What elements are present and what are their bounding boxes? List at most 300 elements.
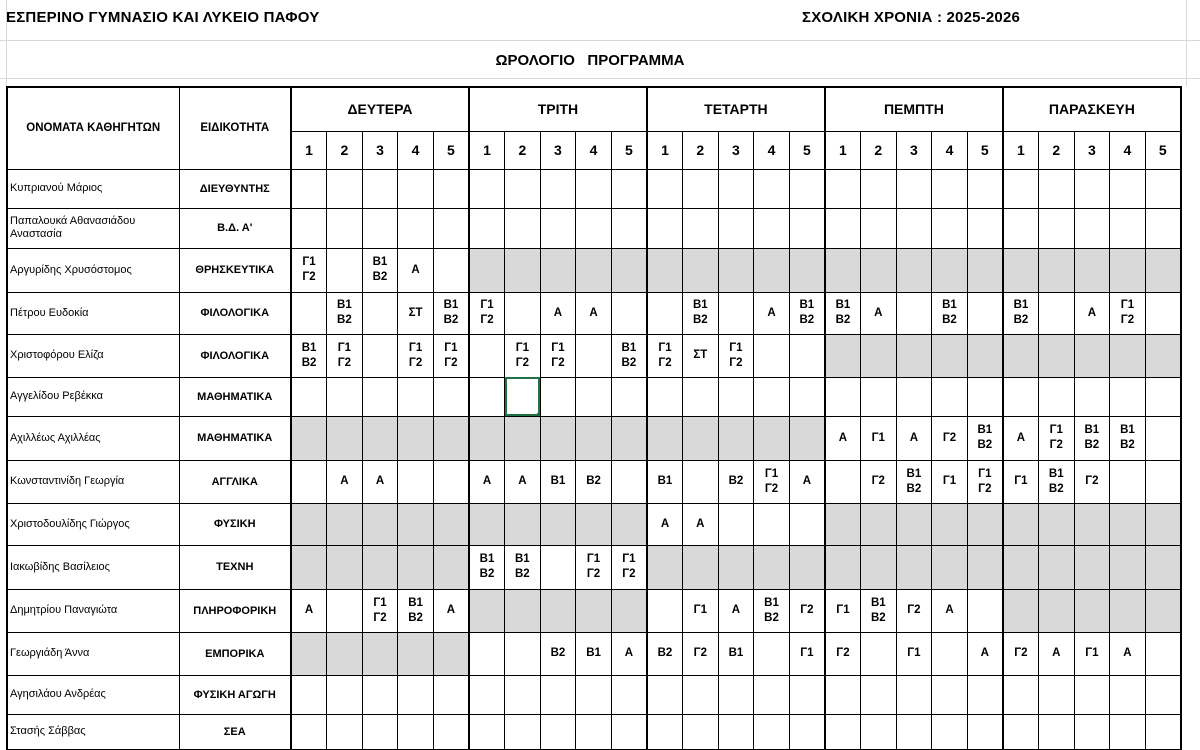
schedule-cell[interactable]: [398, 169, 434, 208]
schedule-cell[interactable]: Γ2: [1003, 632, 1039, 675]
schedule-cell[interactable]: [718, 675, 754, 714]
schedule-cell[interactable]: [433, 416, 469, 460]
schedule-cell[interactable]: [1038, 292, 1074, 334]
schedule-cell[interactable]: [1110, 377, 1146, 416]
schedule-cell[interactable]: [718, 503, 754, 545]
schedule-cell[interactable]: [1038, 248, 1074, 292]
teacher-name[interactable]: Χριστοδουλίδης Γιώργος: [7, 503, 179, 545]
schedule-cell[interactable]: [647, 377, 683, 416]
schedule-cell[interactable]: [932, 208, 968, 248]
schedule-cell[interactable]: [1145, 545, 1181, 589]
schedule-cell[interactable]: [1074, 545, 1110, 589]
schedule-cell[interactable]: [683, 169, 719, 208]
schedule-cell[interactable]: [291, 292, 327, 334]
schedule-cell[interactable]: [789, 675, 825, 714]
schedule-cell[interactable]: [469, 503, 505, 545]
schedule-cell[interactable]: [540, 714, 576, 749]
schedule-cell[interactable]: Β1: [540, 460, 576, 503]
schedule-cell[interactable]: [896, 248, 932, 292]
schedule-cell[interactable]: Γ2: [789, 589, 825, 632]
schedule-cell[interactable]: [825, 675, 861, 714]
schedule-cell[interactable]: [505, 248, 541, 292]
schedule-cell[interactable]: [540, 503, 576, 545]
schedule-cell[interactable]: Γ2: [932, 416, 968, 460]
schedule-cell[interactable]: [754, 632, 790, 675]
schedule-cell[interactable]: [611, 714, 647, 749]
schedule-cell[interactable]: [967, 169, 1003, 208]
teacher-name[interactable]: Αγγελίδου Ρεβέκκα: [7, 377, 179, 416]
schedule-cell[interactable]: Γ1 Γ2: [398, 334, 434, 377]
schedule-cell[interactable]: [362, 545, 398, 589]
schedule-cell[interactable]: [683, 248, 719, 292]
schedule-cell[interactable]: [291, 416, 327, 460]
schedule-cell[interactable]: [505, 675, 541, 714]
schedule-cell[interactable]: [754, 169, 790, 208]
schedule-cell[interactable]: [505, 632, 541, 675]
schedule-cell[interactable]: [1074, 377, 1110, 416]
teacher-specialty[interactable]: ΕΜΠΟΡΙΚΑ: [179, 632, 291, 675]
schedule-cell[interactable]: [825, 377, 861, 416]
schedule-cell[interactable]: Α: [1038, 632, 1074, 675]
schedule-cell[interactable]: [327, 169, 363, 208]
schedule-cell[interactable]: Α: [1074, 292, 1110, 334]
schedule-cell[interactable]: [291, 503, 327, 545]
schedule-cell[interactable]: [861, 503, 897, 545]
schedule-cell[interactable]: [611, 248, 647, 292]
schedule-cell[interactable]: [967, 248, 1003, 292]
schedule-cell[interactable]: Β2: [540, 632, 576, 675]
schedule-cell[interactable]: [505, 416, 541, 460]
schedule-cell[interactable]: Γ1 Γ2: [1110, 292, 1146, 334]
schedule-cell[interactable]: Α: [647, 503, 683, 545]
schedule-cell[interactable]: Β1 Β2: [433, 292, 469, 334]
schedule-cell[interactable]: Α: [896, 416, 932, 460]
schedule-cell[interactable]: [1003, 589, 1039, 632]
schedule-cell[interactable]: [896, 292, 932, 334]
schedule-cell[interactable]: [789, 545, 825, 589]
teacher-specialty[interactable]: ΦΥΣΙΚΗ: [179, 503, 291, 545]
schedule-cell[interactable]: [433, 248, 469, 292]
schedule-cell[interactable]: [967, 545, 1003, 589]
schedule-cell[interactable]: [647, 545, 683, 589]
schedule-cell[interactable]: [789, 334, 825, 377]
schedule-cell[interactable]: [1110, 169, 1146, 208]
schedule-cell[interactable]: [327, 675, 363, 714]
schedule-cell[interactable]: [327, 632, 363, 675]
schedule-cell[interactable]: [1145, 292, 1181, 334]
schedule-cell[interactable]: Α: [718, 589, 754, 632]
schedule-cell[interactable]: [611, 208, 647, 248]
schedule-cell[interactable]: Β1 Β2: [932, 292, 968, 334]
schedule-cell[interactable]: [505, 208, 541, 248]
schedule-cell[interactable]: Β1: [647, 460, 683, 503]
schedule-cell[interactable]: [433, 545, 469, 589]
schedule-cell[interactable]: [1038, 589, 1074, 632]
schedule-cell[interactable]: [1145, 208, 1181, 248]
schedule-cell[interactable]: [611, 169, 647, 208]
schedule-cell[interactable]: [362, 377, 398, 416]
schedule-cell[interactable]: [291, 460, 327, 503]
schedule-cell[interactable]: [647, 169, 683, 208]
schedule-cell[interactable]: Γ1 Γ2: [327, 334, 363, 377]
schedule-cell[interactable]: [1074, 169, 1110, 208]
schedule-cell[interactable]: [433, 714, 469, 749]
schedule-cell[interactable]: [1003, 248, 1039, 292]
schedule-cell[interactable]: [433, 632, 469, 675]
schedule-cell[interactable]: [789, 503, 825, 545]
schedule-cell[interactable]: [327, 248, 363, 292]
schedule-cell[interactable]: [896, 169, 932, 208]
schedule-cell[interactable]: [540, 377, 576, 416]
schedule-cell[interactable]: [327, 589, 363, 632]
schedule-cell[interactable]: [398, 632, 434, 675]
schedule-cell[interactable]: [932, 632, 968, 675]
schedule-cell[interactable]: [362, 292, 398, 334]
schedule-cell[interactable]: Γ1: [1003, 460, 1039, 503]
schedule-cell[interactable]: Γ1: [789, 632, 825, 675]
schedule-cell[interactable]: [576, 714, 612, 749]
schedule-cell[interactable]: [327, 714, 363, 749]
schedule-cell[interactable]: [754, 248, 790, 292]
schedule-cell[interactable]: [398, 416, 434, 460]
teacher-specialty[interactable]: ΑΓΓΛΙΚΑ: [179, 460, 291, 503]
schedule-cell[interactable]: [327, 416, 363, 460]
schedule-cell[interactable]: Β1 Β2: [896, 460, 932, 503]
schedule-cell[interactable]: [576, 503, 612, 545]
schedule-cell[interactable]: [647, 675, 683, 714]
schedule-cell[interactable]: [398, 377, 434, 416]
teacher-name[interactable]: Αχιλλέως Αχιλλέας: [7, 416, 179, 460]
schedule-cell[interactable]: Β2: [718, 460, 754, 503]
schedule-cell[interactable]: Α: [861, 292, 897, 334]
schedule-cell[interactable]: [540, 416, 576, 460]
schedule-cell[interactable]: [861, 334, 897, 377]
schedule-cell[interactable]: [825, 208, 861, 248]
schedule-cell[interactable]: Α: [576, 292, 612, 334]
schedule-cell[interactable]: [1003, 377, 1039, 416]
schedule-cell[interactable]: [362, 334, 398, 377]
schedule-cell[interactable]: [683, 675, 719, 714]
schedule-cell[interactable]: [896, 545, 932, 589]
teacher-specialty[interactable]: ΦΥΣΙΚΗ ΑΓΩΓΗ: [179, 675, 291, 714]
schedule-cell[interactable]: [1003, 545, 1039, 589]
teacher-specialty[interactable]: Β.Δ. Α': [179, 208, 291, 248]
schedule-cell[interactable]: [718, 545, 754, 589]
schedule-cell[interactable]: [540, 169, 576, 208]
schedule-cell[interactable]: [433, 377, 469, 416]
schedule-cell[interactable]: [1145, 416, 1181, 460]
schedule-cell[interactable]: [327, 545, 363, 589]
schedule-cell[interactable]: [576, 675, 612, 714]
schedule-cell[interactable]: Β2: [576, 460, 612, 503]
schedule-cell[interactable]: [967, 503, 1003, 545]
schedule-cell[interactable]: [825, 460, 861, 503]
schedule-cell[interactable]: [505, 714, 541, 749]
schedule-cell[interactable]: [398, 460, 434, 503]
schedule-cell[interactable]: [291, 714, 327, 749]
schedule-cell[interactable]: Α: [754, 292, 790, 334]
schedule-cell[interactable]: [754, 377, 790, 416]
schedule-cell[interactable]: [754, 208, 790, 248]
schedule-cell[interactable]: [1110, 714, 1146, 749]
schedule-cell[interactable]: [1074, 248, 1110, 292]
schedule-cell[interactable]: [647, 416, 683, 460]
schedule-cell[interactable]: [1145, 377, 1181, 416]
schedule-cell[interactable]: Β1 Β2: [1003, 292, 1039, 334]
schedule-cell[interactable]: [576, 248, 612, 292]
schedule-cell[interactable]: [932, 248, 968, 292]
schedule-cell[interactable]: [327, 377, 363, 416]
schedule-cell[interactable]: [967, 377, 1003, 416]
schedule-cell[interactable]: Γ1 Γ2: [576, 545, 612, 589]
schedule-cell[interactable]: [433, 208, 469, 248]
schedule-cell[interactable]: [398, 503, 434, 545]
schedule-cell[interactable]: [433, 169, 469, 208]
schedule-cell[interactable]: [611, 292, 647, 334]
schedule-cell[interactable]: [789, 416, 825, 460]
schedule-cell[interactable]: Α: [362, 460, 398, 503]
schedule-cell[interactable]: [1145, 632, 1181, 675]
schedule-cell[interactable]: [932, 169, 968, 208]
schedule-cell[interactable]: [469, 208, 505, 248]
schedule-cell[interactable]: [291, 545, 327, 589]
schedule-cell[interactable]: [1038, 377, 1074, 416]
schedule-cell[interactable]: [861, 377, 897, 416]
schedule-cell[interactable]: [398, 208, 434, 248]
schedule-cell[interactable]: Β1 Β2: [362, 248, 398, 292]
schedule-cell[interactable]: [362, 632, 398, 675]
teacher-name[interactable]: Παπαλουκά Αθανασιάδου Αναστασία: [7, 208, 179, 248]
schedule-cell[interactable]: [932, 377, 968, 416]
schedule-cell[interactable]: [1110, 208, 1146, 248]
schedule-cell[interactable]: [291, 675, 327, 714]
schedule-cell[interactable]: [540, 589, 576, 632]
schedule-cell[interactable]: [896, 208, 932, 248]
schedule-cell[interactable]: [825, 248, 861, 292]
schedule-cell[interactable]: [718, 208, 754, 248]
schedule-cell[interactable]: [505, 169, 541, 208]
schedule-cell[interactable]: [291, 208, 327, 248]
schedule-cell[interactable]: [327, 503, 363, 545]
schedule-cell[interactable]: [861, 208, 897, 248]
schedule-cell[interactable]: Γ2: [896, 589, 932, 632]
schedule-cell[interactable]: [1110, 334, 1146, 377]
schedule-cell[interactable]: [398, 675, 434, 714]
schedule-cell[interactable]: Γ2: [1074, 460, 1110, 503]
schedule-cell[interactable]: [362, 169, 398, 208]
schedule-cell[interactable]: [932, 714, 968, 749]
schedule-cell[interactable]: [932, 334, 968, 377]
schedule-cell[interactable]: [469, 248, 505, 292]
schedule-cell[interactable]: [576, 334, 612, 377]
schedule-cell[interactable]: [1003, 169, 1039, 208]
schedule-cell[interactable]: [433, 460, 469, 503]
schedule-cell[interactable]: [825, 169, 861, 208]
schedule-cell[interactable]: Α: [967, 632, 1003, 675]
schedule-cell[interactable]: Γ1: [932, 460, 968, 503]
schedule-cell[interactable]: Γ2: [683, 632, 719, 675]
schedule-cell[interactable]: [1145, 169, 1181, 208]
schedule-cell[interactable]: [291, 169, 327, 208]
teacher-specialty[interactable]: ΦΙΛΟΛΟΓΙΚΑ: [179, 292, 291, 334]
schedule-cell[interactable]: [1145, 675, 1181, 714]
schedule-cell[interactable]: [932, 675, 968, 714]
schedule-cell[interactable]: [1003, 675, 1039, 714]
schedule-cell[interactable]: [932, 503, 968, 545]
schedule-cell[interactable]: [683, 545, 719, 589]
schedule-cell[interactable]: [469, 589, 505, 632]
schedule-cell[interactable]: [861, 545, 897, 589]
schedule-cell[interactable]: [611, 503, 647, 545]
schedule-cell[interactable]: Β1 Β2: [1038, 460, 1074, 503]
schedule-cell[interactable]: Γ1 Γ2: [611, 545, 647, 589]
teacher-name[interactable]: Αργυρίδης Χρυσόστομος: [7, 248, 179, 292]
schedule-cell[interactable]: Γ2: [825, 632, 861, 675]
schedule-cell[interactable]: [647, 292, 683, 334]
teacher-specialty[interactable]: ΜΑΘΗΜΑΤΙΚΑ: [179, 377, 291, 416]
schedule-cell[interactable]: Β1 Β2: [398, 589, 434, 632]
schedule-cell[interactable]: [576, 589, 612, 632]
schedule-cell[interactable]: Α: [398, 248, 434, 292]
schedule-cell[interactable]: [861, 632, 897, 675]
teacher-name[interactable]: Κωνσταντινίδη Γεωργία: [7, 460, 179, 503]
schedule-cell[interactable]: [754, 545, 790, 589]
schedule-cell[interactable]: [540, 248, 576, 292]
schedule-cell[interactable]: [789, 208, 825, 248]
schedule-cell[interactable]: [825, 503, 861, 545]
schedule-cell[interactable]: [362, 503, 398, 545]
schedule-cell[interactable]: [1145, 460, 1181, 503]
schedule-cell[interactable]: [1110, 545, 1146, 589]
schedule-cell[interactable]: Γ1 Γ2: [469, 292, 505, 334]
schedule-cell[interactable]: [469, 714, 505, 749]
schedule-cell[interactable]: [896, 334, 932, 377]
schedule-cell[interactable]: [1038, 169, 1074, 208]
schedule-cell[interactable]: [754, 416, 790, 460]
schedule-cell[interactable]: Γ1: [861, 416, 897, 460]
schedule-cell[interactable]: [896, 377, 932, 416]
schedule-cell[interactable]: [718, 714, 754, 749]
schedule-cell[interactable]: [1110, 503, 1146, 545]
schedule-cell[interactable]: [683, 416, 719, 460]
schedule-cell[interactable]: Β1 Β2: [861, 589, 897, 632]
schedule-cell[interactable]: Γ1: [683, 589, 719, 632]
schedule-cell[interactable]: [505, 292, 541, 334]
schedule-cell[interactable]: [967, 714, 1003, 749]
schedule-cell[interactable]: Γ1 Γ2: [718, 334, 754, 377]
schedule-cell[interactable]: Β1 Β2: [1110, 416, 1146, 460]
schedule-cell[interactable]: [576, 208, 612, 248]
schedule-cell[interactable]: [861, 675, 897, 714]
schedule-cell[interactable]: [1038, 208, 1074, 248]
schedule-cell[interactable]: [967, 208, 1003, 248]
schedule-cell[interactable]: [398, 714, 434, 749]
schedule-cell[interactable]: [647, 714, 683, 749]
schedule-cell[interactable]: [861, 169, 897, 208]
schedule-cell[interactable]: Γ2: [861, 460, 897, 503]
schedule-cell[interactable]: [291, 377, 327, 416]
schedule-cell[interactable]: [789, 714, 825, 749]
schedule-cell[interactable]: Α: [789, 460, 825, 503]
schedule-cell[interactable]: [789, 169, 825, 208]
schedule-cell[interactable]: [1110, 460, 1146, 503]
teacher-specialty[interactable]: ΘΡΗΣΚΕΥΤΙΚΑ: [179, 248, 291, 292]
schedule-cell[interactable]: [967, 589, 1003, 632]
schedule-cell[interactable]: Α: [825, 416, 861, 460]
schedule-cell[interactable]: [540, 545, 576, 589]
schedule-cell[interactable]: [1038, 334, 1074, 377]
schedule-cell[interactable]: [647, 208, 683, 248]
schedule-cell[interactable]: [291, 632, 327, 675]
schedule-cell[interactable]: [469, 632, 505, 675]
selected-cell[interactable]: [505, 377, 541, 416]
schedule-cell[interactable]: Β1 Β2: [967, 416, 1003, 460]
schedule-cell[interactable]: Β1 Β2: [505, 545, 541, 589]
schedule-cell[interactable]: Α: [291, 589, 327, 632]
teacher-name[interactable]: Στασής Σάββας: [7, 714, 179, 749]
teacher-name[interactable]: Αγησιλάου Ανδρέας: [7, 675, 179, 714]
schedule-cell[interactable]: [718, 169, 754, 208]
schedule-cell[interactable]: [611, 416, 647, 460]
schedule-cell[interactable]: [896, 503, 932, 545]
schedule-cell[interactable]: [683, 714, 719, 749]
schedule-cell[interactable]: [825, 714, 861, 749]
schedule-cell[interactable]: [1074, 503, 1110, 545]
schedule-cell[interactable]: [1074, 675, 1110, 714]
teacher-name[interactable]: Πέτρου Ευδοκία: [7, 292, 179, 334]
schedule-cell[interactable]: Β1 Β2: [683, 292, 719, 334]
schedule-cell[interactable]: Α: [683, 503, 719, 545]
schedule-cell[interactable]: [683, 208, 719, 248]
schedule-cell[interactable]: Α: [1003, 416, 1039, 460]
schedule-cell[interactable]: [1074, 208, 1110, 248]
schedule-cell[interactable]: Γ1 Γ2: [754, 460, 790, 503]
schedule-cell[interactable]: [754, 334, 790, 377]
schedule-cell[interactable]: [718, 416, 754, 460]
schedule-cell[interactable]: Γ1 Γ2: [540, 334, 576, 377]
schedule-cell[interactable]: [647, 589, 683, 632]
schedule-cell[interactable]: [789, 248, 825, 292]
schedule-cell[interactable]: Γ1 Γ2: [362, 589, 398, 632]
schedule-cell[interactable]: Γ1 Γ2: [505, 334, 541, 377]
schedule-cell[interactable]: [433, 503, 469, 545]
schedule-cell[interactable]: [1074, 714, 1110, 749]
schedule-cell[interactable]: Γ1 Γ2: [291, 248, 327, 292]
schedule-cell[interactable]: [469, 416, 505, 460]
schedule-cell[interactable]: Γ1 Γ2: [647, 334, 683, 377]
schedule-cell[interactable]: ΣΤ: [398, 292, 434, 334]
schedule-cell[interactable]: [861, 714, 897, 749]
schedule-cell[interactable]: [1145, 714, 1181, 749]
teacher-specialty[interactable]: ΤΕΧΝΗ: [179, 545, 291, 589]
schedule-cell[interactable]: [683, 377, 719, 416]
teacher-name[interactable]: Κυπριανού Μάριος: [7, 169, 179, 208]
schedule-cell[interactable]: [1003, 208, 1039, 248]
schedule-cell[interactable]: Α: [611, 632, 647, 675]
schedule-cell[interactable]: Β1: [718, 632, 754, 675]
schedule-cell[interactable]: [967, 292, 1003, 334]
schedule-cell[interactable]: [327, 208, 363, 248]
schedule-cell[interactable]: Α: [1110, 632, 1146, 675]
schedule-cell[interactable]: [1145, 589, 1181, 632]
schedule-cell[interactable]: [754, 714, 790, 749]
schedule-cell[interactable]: Β1 Β2: [327, 292, 363, 334]
schedule-cell[interactable]: [611, 589, 647, 632]
teacher-name[interactable]: Γεωργιάδη Άννα: [7, 632, 179, 675]
schedule-cell[interactable]: Γ1 Γ2: [1038, 416, 1074, 460]
schedule-cell[interactable]: [1110, 589, 1146, 632]
schedule-cell[interactable]: [896, 714, 932, 749]
